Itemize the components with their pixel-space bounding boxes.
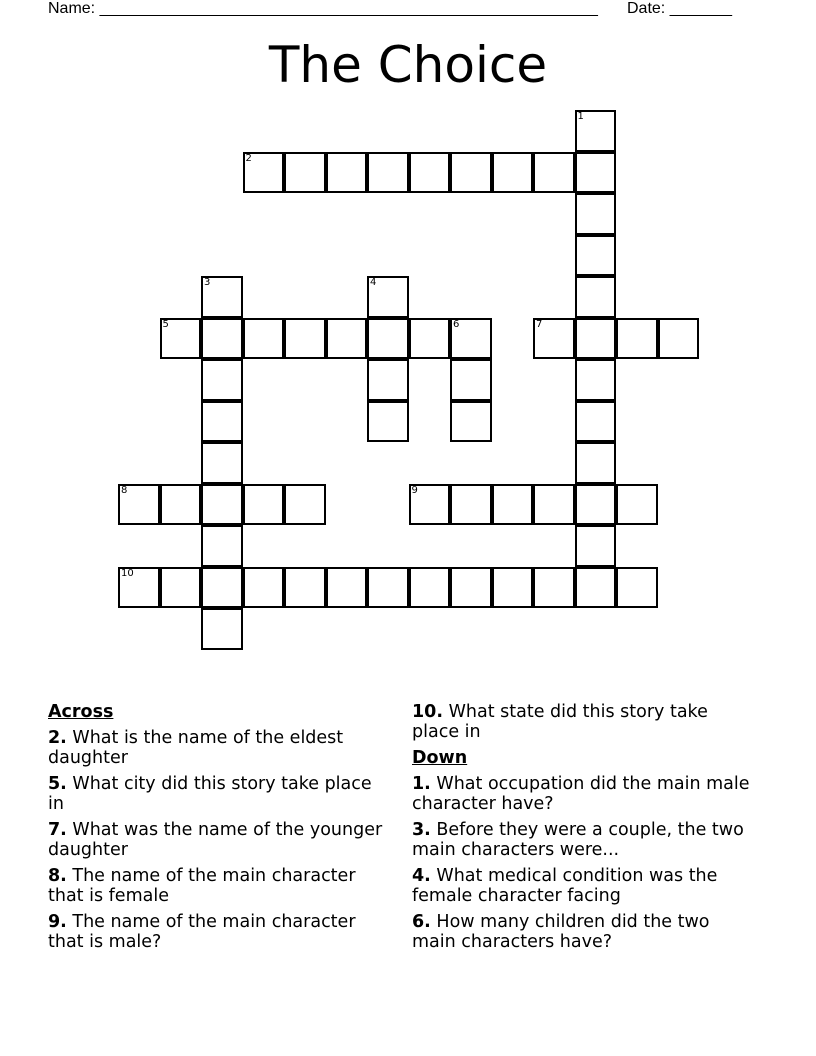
grid-cell[interactable] (367, 276, 409, 318)
grid-cell[interactable] (450, 567, 492, 609)
grid-cell[interactable] (367, 567, 409, 609)
clues-left-column (48, 702, 388, 958)
cell-number: 4 (370, 277, 377, 288)
grid-cell[interactable] (326, 318, 368, 360)
grid-cell[interactable] (450, 401, 492, 443)
across-heading: Across (48, 702, 114, 722)
grid-cell[interactable] (575, 318, 617, 360)
grid-cell[interactable] (409, 152, 451, 194)
grid-cell[interactable] (450, 484, 492, 526)
clue-number: 2. (48, 728, 67, 748)
clue-text: What state did this story take place in (412, 702, 708, 742)
grid-cell[interactable] (160, 567, 202, 609)
page-title: The Choice (268, 36, 548, 94)
clue-across-5 (48, 774, 388, 814)
grid-cell[interactable] (201, 442, 243, 484)
grid-cell[interactable] (616, 567, 658, 609)
grid-cell[interactable] (575, 567, 617, 609)
grid-cell[interactable] (575, 152, 617, 194)
grid-cell[interactable] (616, 318, 658, 360)
clue-across-2 (48, 728, 388, 768)
grid-cell[interactable] (409, 484, 451, 526)
cell-number: 9 (411, 484, 418, 496)
grid-cell[interactable] (201, 567, 243, 609)
cell-number: 7 (536, 318, 543, 330)
clue-text: What medical condition was the female character facing (412, 866, 718, 906)
date-field[interactable]: Date: _______ (627, 0, 732, 17)
grid-cell[interactable] (450, 318, 492, 360)
cell-number: 8 (121, 484, 128, 496)
grid-cell[interactable] (575, 442, 617, 484)
clue-down-3 (412, 820, 752, 860)
grid-cell[interactable] (201, 401, 243, 443)
clue-text: How many children did the two main characters have? (412, 912, 710, 952)
grid-cell[interactable] (243, 318, 285, 360)
grid-cell[interactable] (575, 525, 617, 567)
grid-cell[interactable] (201, 525, 243, 567)
grid-cell[interactable] (243, 484, 285, 526)
grid-cell[interactable] (201, 359, 243, 401)
grid-cell[interactable] (575, 276, 617, 318)
grid-cell[interactable] (367, 318, 409, 360)
grid-cell[interactable] (492, 484, 534, 526)
grid-cell[interactable] (160, 318, 202, 360)
grid-cell[interactable] (492, 152, 534, 194)
grid-cell[interactable] (409, 567, 451, 609)
grid-cell[interactable] (284, 484, 326, 526)
grid-cell[interactable] (575, 401, 617, 443)
grid-cell[interactable] (575, 193, 617, 235)
grid-cell[interactable] (575, 110, 617, 152)
grid-cell[interactable] (367, 359, 409, 401)
clue-down-4 (412, 866, 752, 906)
clue-text: The name of the main character that is male? (48, 912, 356, 952)
clue-text: The name of the main character that is female (48, 866, 356, 906)
name-field[interactable]: Name: ________________________________________________________ (48, 0, 598, 17)
clues-right-column (412, 702, 752, 958)
clue-number: 8. (48, 866, 67, 886)
grid-cell[interactable] (201, 276, 243, 318)
clue-down-6 (412, 912, 752, 952)
grid-cell[interactable] (326, 567, 368, 609)
cell-number: 10 (121, 567, 134, 579)
clue-down-1 (412, 774, 752, 814)
grid-cell[interactable] (616, 484, 658, 526)
clue-number: 4. (412, 866, 431, 886)
grid-cell[interactable] (367, 152, 409, 194)
grid-cell[interactable] (160, 484, 202, 526)
grid-cell[interactable] (450, 359, 492, 401)
grid-cell[interactable] (118, 567, 160, 609)
cell-number: 1 (577, 111, 584, 122)
grid-cell[interactable] (201, 608, 243, 650)
down-heading: Down (412, 748, 468, 768)
grid-cell[interactable] (284, 567, 326, 609)
grid-cell[interactable] (284, 318, 326, 360)
grid-cell[interactable] (575, 235, 617, 277)
clue-across-8 (48, 866, 388, 906)
clue-number: 10. (412, 702, 444, 722)
grid-cell[interactable] (409, 318, 451, 360)
grid-cell[interactable] (492, 567, 534, 609)
clue-number: 1. (412, 774, 431, 794)
grid-cell[interactable] (575, 359, 617, 401)
cell-number: 6 (453, 318, 460, 330)
grid-cell[interactable] (658, 318, 700, 360)
clue-across-10 (412, 702, 752, 742)
grid-cell[interactable] (118, 484, 160, 526)
cell-number: 2 (245, 152, 252, 164)
clue-text: What was the name of the younger daughter (48, 820, 383, 860)
grid-cell[interactable] (533, 152, 575, 194)
clue-text: Before they were a couple, the two main characters were... (412, 820, 744, 860)
grid-cell[interactable] (326, 152, 368, 194)
grid-cell[interactable] (533, 484, 575, 526)
clue-number: 3. (412, 820, 431, 840)
clue-number: 5. (48, 774, 67, 794)
grid-cell[interactable] (201, 318, 243, 360)
cell-number: 5 (162, 318, 169, 330)
grid-cell[interactable] (201, 484, 243, 526)
clue-number: 9. (48, 912, 67, 932)
clue-text: What occupation did the main male character have? (412, 774, 750, 814)
clue-number: 6. (412, 912, 431, 932)
clue-text: What city did this story take place in (48, 774, 372, 814)
grid-cell[interactable] (284, 152, 326, 194)
grid-cell[interactable] (243, 567, 285, 609)
grid-cell[interactable] (450, 152, 492, 194)
cell-number: 3 (204, 277, 211, 288)
clue-text: What is the name of the eldest daughter (48, 728, 344, 768)
grid-cell[interactable] (575, 484, 617, 526)
clue-number: 7. (48, 820, 67, 840)
clue-across-7 (48, 820, 388, 860)
grid-cell[interactable] (533, 567, 575, 609)
grid-cell[interactable] (243, 152, 285, 194)
grid-cell[interactable] (533, 318, 575, 360)
clue-across-9 (48, 912, 388, 952)
grid-cell[interactable] (367, 401, 409, 443)
